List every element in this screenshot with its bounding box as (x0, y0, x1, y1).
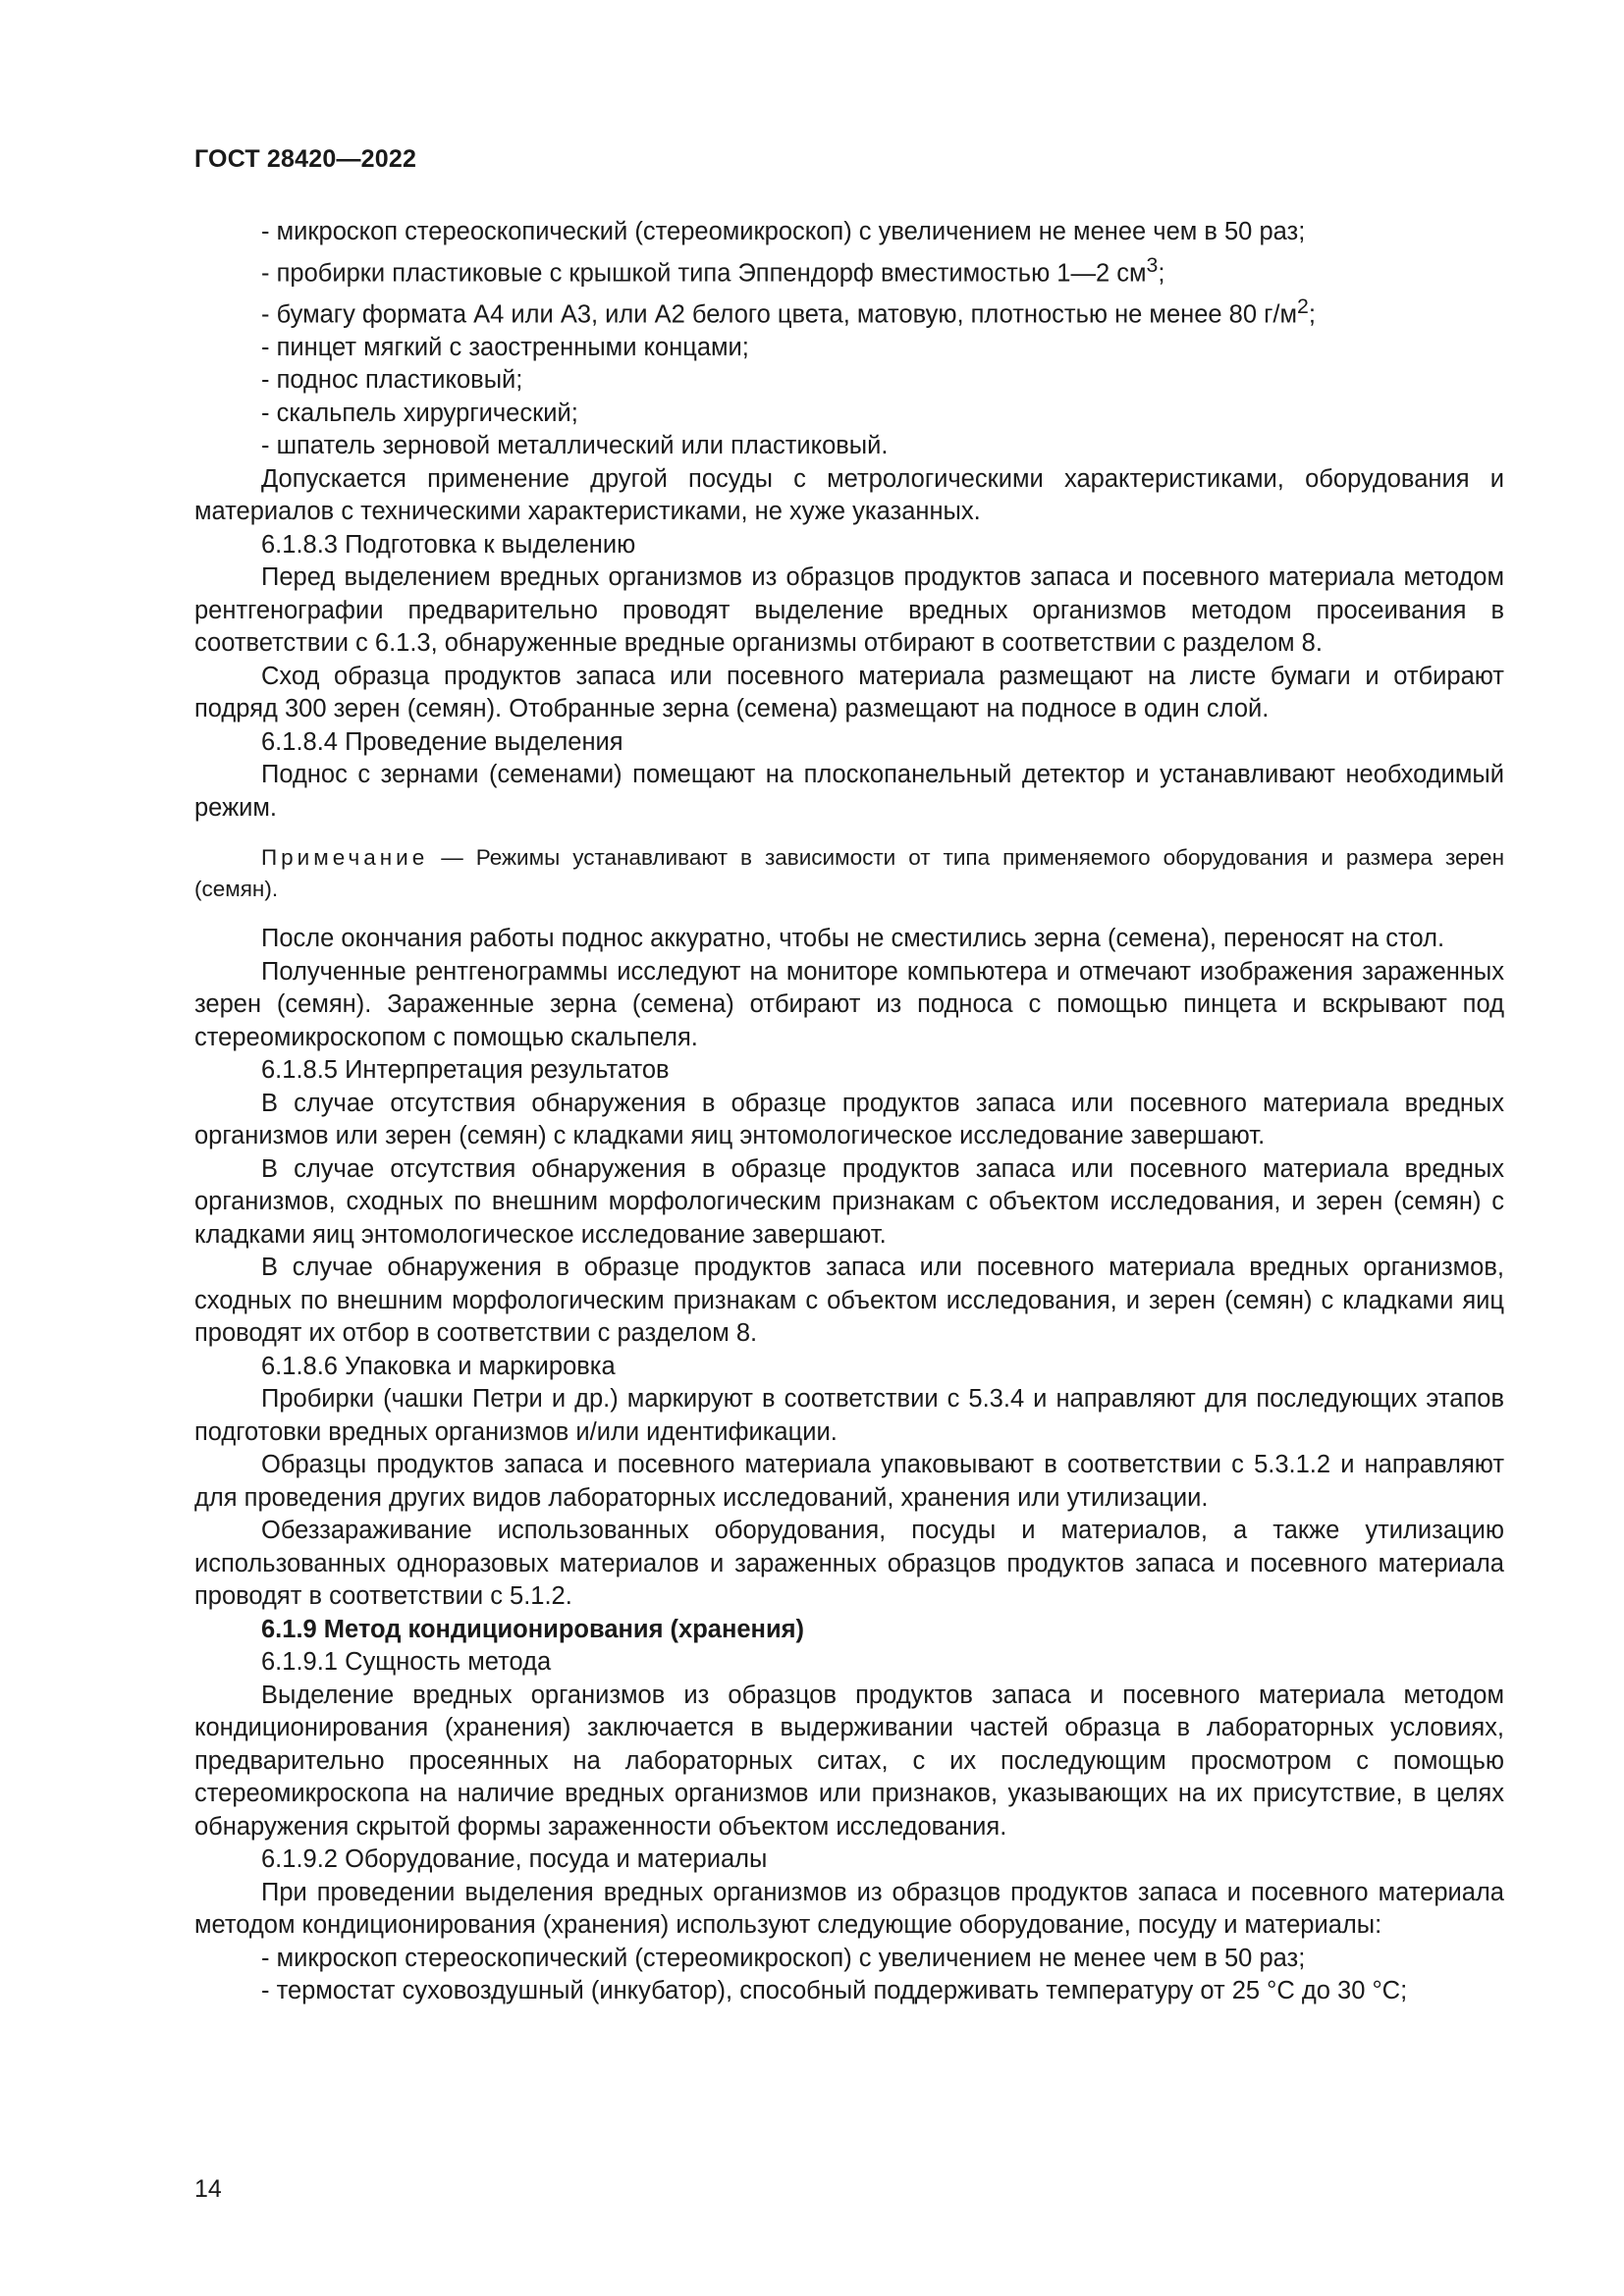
paragraph: Перед выделением вредных организмов из образцов продуктов запаса и посевного материала методом рентгенографии предварительно проводят выделение вредных организмов методом просеивания в соответствии с 6.1.3, обнаруженные вредные организмы отбирают в соответствии с разделом 8. (194, 563, 1504, 657)
paragraph: Полученные рентгенограммы исследуют на мониторе компьютера и отмечают изображения зараженных зерен (семян). Зараженные зерна (семена) отбирают из подноса с помощью пинцета и вскрывают под стереомикроскопом с помощью скальпеля. (194, 957, 1504, 1051)
note-label: Примечание (261, 845, 429, 870)
list-item (194, 291, 1504, 332)
paragraph: Образцы продуктов запаса и посевного материала упаковывают в соответствии с 5.3.1.2 и направляют для проведения других видов лабораторных исследований, хранения или утилизации. (194, 1451, 1504, 1512)
list-item: - поднос пластиковый; (261, 366, 523, 394)
section-heading: 6.1.9.2 Оборудование, посуда и материалы (261, 1845, 768, 1873)
list-item: - термостат суховоздушный (инкубатор), способный поддерживать температуру от 25 °С до 30 °С; (261, 1977, 1408, 2004)
list-item-text: - пробирки пластиковые с крышкой типа Эппендорф вместимостью 1—2 см (261, 259, 1147, 287)
paragraph: Обеззараживание использованных оборудования, посуды и материалов, а также утилизацию использованных одноразовых материалов и зараженных образцов продуктов запаса и посевного материала проводят в соответствии с 5.1.2. (194, 1517, 1504, 1610)
section-heading: 6.1.8.4 Проведение выделения (261, 727, 623, 756)
page-number: 14 (194, 2175, 222, 2203)
note-text: — Режимы устанавливают в зависимости от типа применяемого оборудования и размера зерен (семян). (194, 845, 1504, 901)
paragraph: После окончания работы поднос аккуратно, чтобы не сместились зерна (семена), переносят на стол. (261, 925, 1445, 952)
list-item: - пинцет мягкий с заостренными концами; (261, 333, 749, 361)
list-item: - шпатель зерновой металлический или пластиковый. (261, 432, 889, 459)
superscript: 2 (1297, 294, 1309, 318)
superscript: 3 (1146, 252, 1159, 277)
section-heading: 6.1.8.5 Интерпретация результатов (261, 1056, 670, 1084)
list-item: - микроскоп стереоскопический (стереомикроскоп) с увеличением не менее чем в 50 раз; (261, 1944, 1306, 1972)
section-heading-bold: 6.1.9 Метод кондиционирования (хранения) (261, 1615, 805, 1643)
paragraph: Допускается применение другой посуды с метрологическими характеристиками, оборудования и материалов с техническими характеристиками, не хуже указанных. (194, 464, 1504, 525)
list-item: - скальпель хирургический; (261, 399, 578, 427)
paragraph: Выделение вредных организмов из образцов продуктов запаса и посевного материала методом кондиционирования (хранения) заключается в выдерживании частей образца в лабораторных условиях, предварительно просеянных на лабораторных ситах, с их последующим просмотром с помощью стереомикроскопа на наличие вредных организмов или признаков, указывающих на их присутствие, в целях обнаружения скрытой формы зараженности объектом исследования. (194, 1681, 1504, 1841)
document-header: ГОСТ 28420—2022 (194, 145, 417, 173)
section-heading: 6.1.8.6 Упаковка и маркировка (261, 1352, 616, 1380)
list-item (194, 249, 1504, 291)
paragraph: Сход образца продуктов запаса или посевного материала размещают на листе бумаги и отбирают подряд 300 зерен (семян). Отобранные зерна (семена) размещают на подносе в один слой. (194, 662, 1504, 722)
list-item-text: - бумагу формата А4 или А3, или А2 белого цвета, матовую, плотностью не менее 80 г/м (261, 300, 1298, 328)
page-body (194, 216, 1504, 2008)
paragraph: В случае отсутствия обнаружения в образце продуктов запаса или посевного материала вредных организмов или зерен (семян) с кладками яиц энтомологическое исследование завершают. (194, 1089, 1504, 1149)
punctuation: ; (1158, 259, 1165, 287)
section-heading: 6.1.8.3 Подготовка к выделению (261, 530, 636, 559)
section-heading: 6.1.9.1 Сущность метода (261, 1648, 552, 1676)
note (194, 842, 1504, 905)
paragraph: Пробирки (чашки Петри и др.) маркируют в соответствии с 5.3.4 и направляют для последующих этапов подготовки вредных организмов и/или идентификации. (194, 1385, 1504, 1446)
paragraph: В случае обнаружения в образце продуктов запаса или посевного материала вредных организмов, сходных по внешним морфологическим признакам с объектом исследования, и зерен (семян) с кладками яиц проводят их отбор в соответствии с разделом 8. (194, 1254, 1504, 1347)
paragraph: В случае отсутствия обнаружения в образце продуктов запаса или посевного материала вредных организмов, сходных по внешним морфологическим признакам с объектом исследования, и зерен (семян) с кладками яиц энтомологическое исследование завершают. (194, 1154, 1504, 1249)
paragraph: Поднос с зернами (семенами) помещают на плоскопанельный детектор и устанавливают необходимый режим. (194, 761, 1504, 822)
punctuation: ; (1308, 300, 1316, 328)
paragraph: При проведении выделения вредных организмов из образцов продуктов запаса и посевного материала методом кондиционирования (хранения) используют следующие оборудование, посуду и материалы: (194, 1878, 1504, 1939)
list-item: - микроскоп стереоскопический (стереомикроскоп) с увеличением не менее чем в 50 раз; (261, 218, 1306, 245)
